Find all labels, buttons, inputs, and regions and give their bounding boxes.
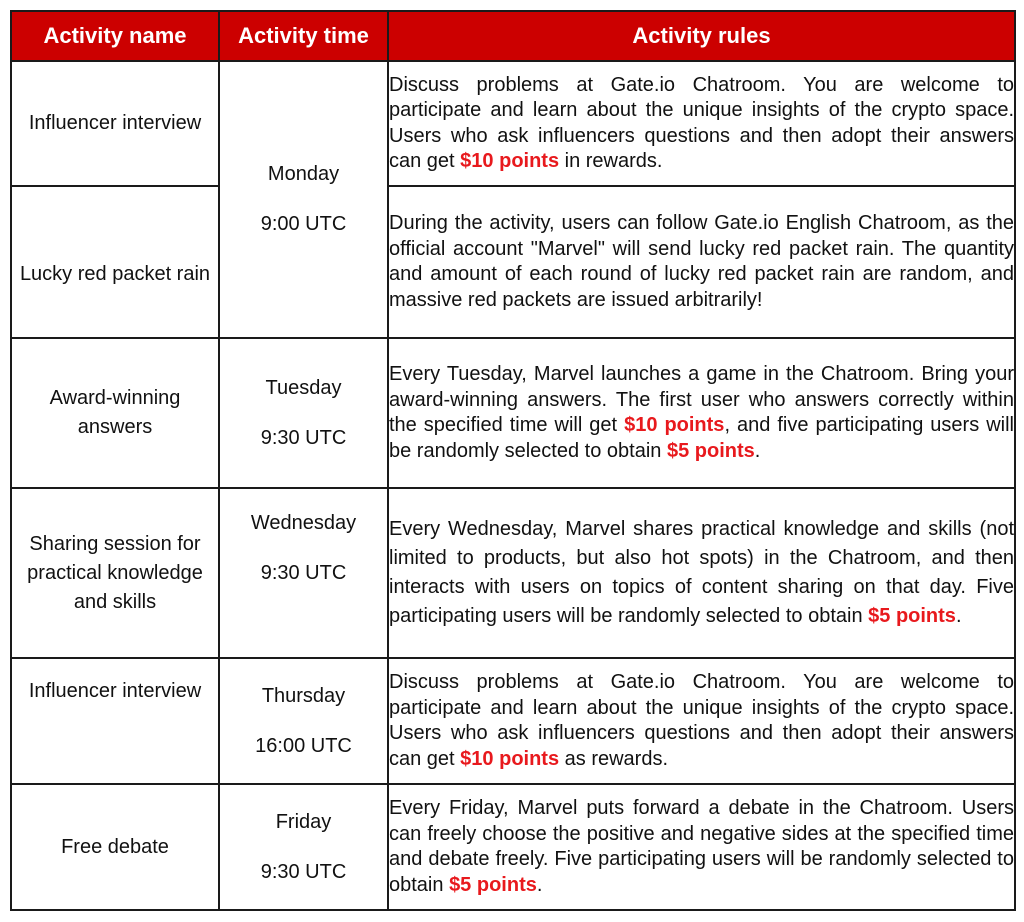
activity-name: Free debate xyxy=(11,784,219,910)
header-activity-name: Activity name xyxy=(11,11,219,61)
activity-day: Tuesday xyxy=(265,376,342,399)
table-row xyxy=(11,186,1015,338)
activity-hour: 9:30 UTC xyxy=(260,562,347,584)
activity-name: Lucky red packet rain xyxy=(11,186,219,338)
rules-text: Discuss problems at Gate.io Chatroom. You are welcome to participate and learn about the unique insights of the crypto space. Users who ask influencers questions and then adopt their answers can get xyxy=(389,671,1014,770)
reward-highlight: $5 points xyxy=(666,439,755,462)
rules-text: Every Wednesday, Marvel shares practical knowledge and skills (not limited to products, but also hot spots) in the Chatroom, and then interacts with users on topics of content sharing on that day. Five participating users will be randomly selected to obtain xyxy=(389,518,1014,627)
activity-time xyxy=(219,784,388,910)
table-row xyxy=(11,61,1015,186)
table-row xyxy=(11,338,1015,488)
activity-day: Friday xyxy=(275,810,332,833)
rules-text: . xyxy=(754,439,761,462)
reward-highlight: $5 points xyxy=(868,605,956,627)
activity-hour: 9:30 UTC xyxy=(260,426,347,449)
rules-text: , and five participating users will be randomly selected to obtain xyxy=(389,414,1014,462)
header-activity-rules: Activity rules xyxy=(388,11,1015,61)
rules-text: Every Tuesday, Marvel launches a game in the Chatroom. Bring your award-winning answers. The first user who answers correctly within the specified time will get xyxy=(389,363,1014,436)
rules-text: Every Friday, Marvel puts forward a debate in the Chatroom. Users can freely choose the positive and negative sides at the specified time and debate freely. Five participating users will be randomly selected to obtain xyxy=(389,797,1014,896)
activity-name: Influencer interview xyxy=(11,61,219,186)
header-activity-time: Activity time xyxy=(219,11,388,61)
activity-hour: 9:30 UTC xyxy=(260,860,347,883)
activity-rules xyxy=(388,338,1015,488)
activity-rules xyxy=(388,784,1015,910)
activity-day: Wednesday xyxy=(250,512,357,534)
activity-name: Award-winning answers xyxy=(11,338,219,488)
reward-highlight: $5 points xyxy=(449,873,537,896)
header-row xyxy=(11,11,1015,61)
activity-time xyxy=(219,338,388,488)
activity-hour: 16:00 UTC xyxy=(255,734,352,757)
rules-text: . xyxy=(955,605,962,627)
reward-highlight: $10 points xyxy=(460,150,560,172)
table-row xyxy=(11,784,1015,910)
rules-text: . xyxy=(536,873,543,896)
rules-text: in rewards. xyxy=(559,150,663,172)
activity-name: Sharing session for practical knowledge and skills xyxy=(11,488,219,658)
activity-schedule-table xyxy=(10,10,1016,911)
activity-day: Thursday xyxy=(261,684,346,707)
activity-time xyxy=(219,61,388,338)
activity-rules xyxy=(388,488,1015,658)
activity-time xyxy=(219,488,388,658)
reward-highlight: $10 points xyxy=(460,747,560,770)
rules-text: as rewards. xyxy=(559,747,669,770)
reward-highlight: $10 points xyxy=(624,414,725,436)
activity-rules xyxy=(388,658,1015,784)
rules-text: Discuss problems at Gate.io Chatroom. You are welcome to participate and learn about the unique insights of the crypto space. Users who ask influencers questions and then adopt their answers can get xyxy=(389,73,1014,172)
rules-text: During the activity, users can follow Gate.io English Chatroom, as the official account "Marvel" will send lucky red packet rain. The quantity and amount of each round of lucky red packet rain are random, and massive red packets are issued arbitrarily! xyxy=(389,212,1014,311)
activity-rules xyxy=(388,61,1015,186)
activity-hour: 9:00 UTC xyxy=(260,213,347,235)
activity-rules xyxy=(388,186,1015,338)
table-row xyxy=(11,488,1015,658)
table-row xyxy=(11,658,1015,784)
activity-time xyxy=(219,658,388,784)
activity-name: Influencer interview xyxy=(11,658,219,784)
activity-day: Monday xyxy=(267,163,340,185)
